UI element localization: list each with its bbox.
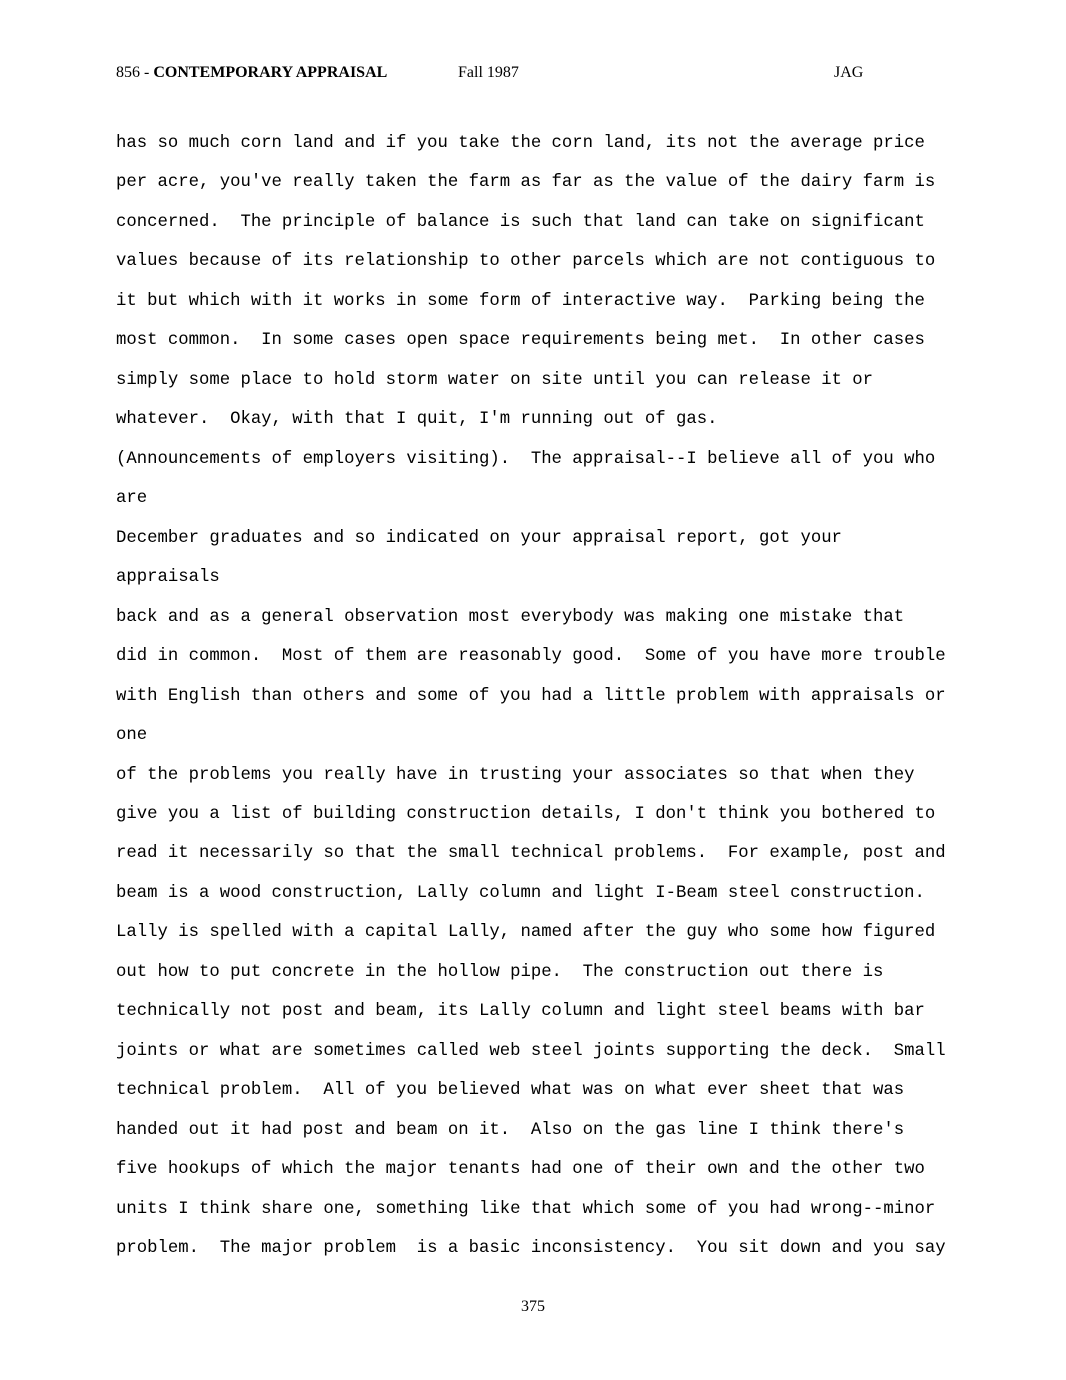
transcript-line: five hookups of which the major tenants had one of their own and the other two [116, 1160, 925, 1180]
transcript-line: handed out it had post and beam on it. Also on the gas line I think there's [116, 1120, 905, 1140]
transcript-line: December graduates and so indicated on your appraisal report, got your [116, 528, 842, 548]
transcript-line: give you a list of building construction details, I don't think you bothered to [116, 804, 936, 824]
transcript-line: read it necessarily so that the small technical problems. For example, post and [116, 844, 946, 864]
transcript-line: beam is a wood construction, Lally column and light I-Beam steel construction. [116, 883, 925, 903]
page-number: 375 [521, 1298, 545, 1315]
transcript-line: (Announcements of employers visiting). The appraisal--I believe all of you who [116, 449, 936, 469]
transcript-line: concerned. The principle of balance is such that land can take on significant [116, 212, 925, 232]
transcript-line: units I think share one, something like that which some of you had wrong--minor [116, 1199, 936, 1219]
course-number: 856 - [116, 64, 154, 81]
transcript-line: did in common. Most of them are reasonably good. Some of you have more trouble [116, 647, 946, 667]
transcript-line: back and as a general observation most everybody was making one mistake that [116, 607, 905, 627]
transcript-line: technical problem. All of you believed what was on what ever sheet that was [116, 1081, 905, 1101]
page-header [116, 62, 876, 84]
transcript-line: technically not post and beam, its Lally column and light steel beams with bar [116, 1002, 925, 1022]
transcript-line: it but which with it works in some form of interactive way. Parking being the [116, 291, 925, 311]
transcript-line: of the problems you really have in trusting your associates so that when they [116, 765, 915, 785]
transcript-line: out how to put concrete in the hollow pipe. The construction out there is [116, 962, 884, 982]
course-heading [116, 62, 387, 84]
transcript-line: joints or what are sometimes called web steel joints supporting the deck. Small [116, 1041, 946, 1061]
transcript-line: simply some place to hold storm water on site until you can release it or [116, 370, 874, 390]
transcript-line: appraisals [116, 568, 220, 588]
transcript-line: most common. In some cases open space requirements being met. In other cases [116, 331, 925, 351]
transcript-body [116, 124, 996, 1269]
transcript-line: are [116, 489, 148, 509]
transcript-line: per acre, you've really taken the farm as far as the value of the dairy farm is [116, 173, 936, 193]
course-title: CONTEMPORARY APPRAISAL [153, 64, 388, 81]
transcript-line: problem. The major problem is a basic inconsistency. You sit down and you say [116, 1239, 946, 1259]
transcript-line: has so much corn land and if you take the corn land, its not the average price [116, 134, 925, 153]
transcript-line: whatever. Okay, with that I quit, I'm running out of gas. [116, 410, 718, 430]
term-label: Fall 1987 [458, 64, 519, 81]
transcript-line: with English than others and some of you had a little problem with appraisals or [116, 686, 946, 706]
transcript-line: one [116, 726, 148, 746]
transcript-line: values because of its relationship to other parcels which are not contiguous to [116, 252, 936, 272]
transcript-line: Lally is spelled with a capital Lally, named after the guy who some how figured [116, 923, 936, 943]
author-initials: JAG [834, 64, 864, 81]
